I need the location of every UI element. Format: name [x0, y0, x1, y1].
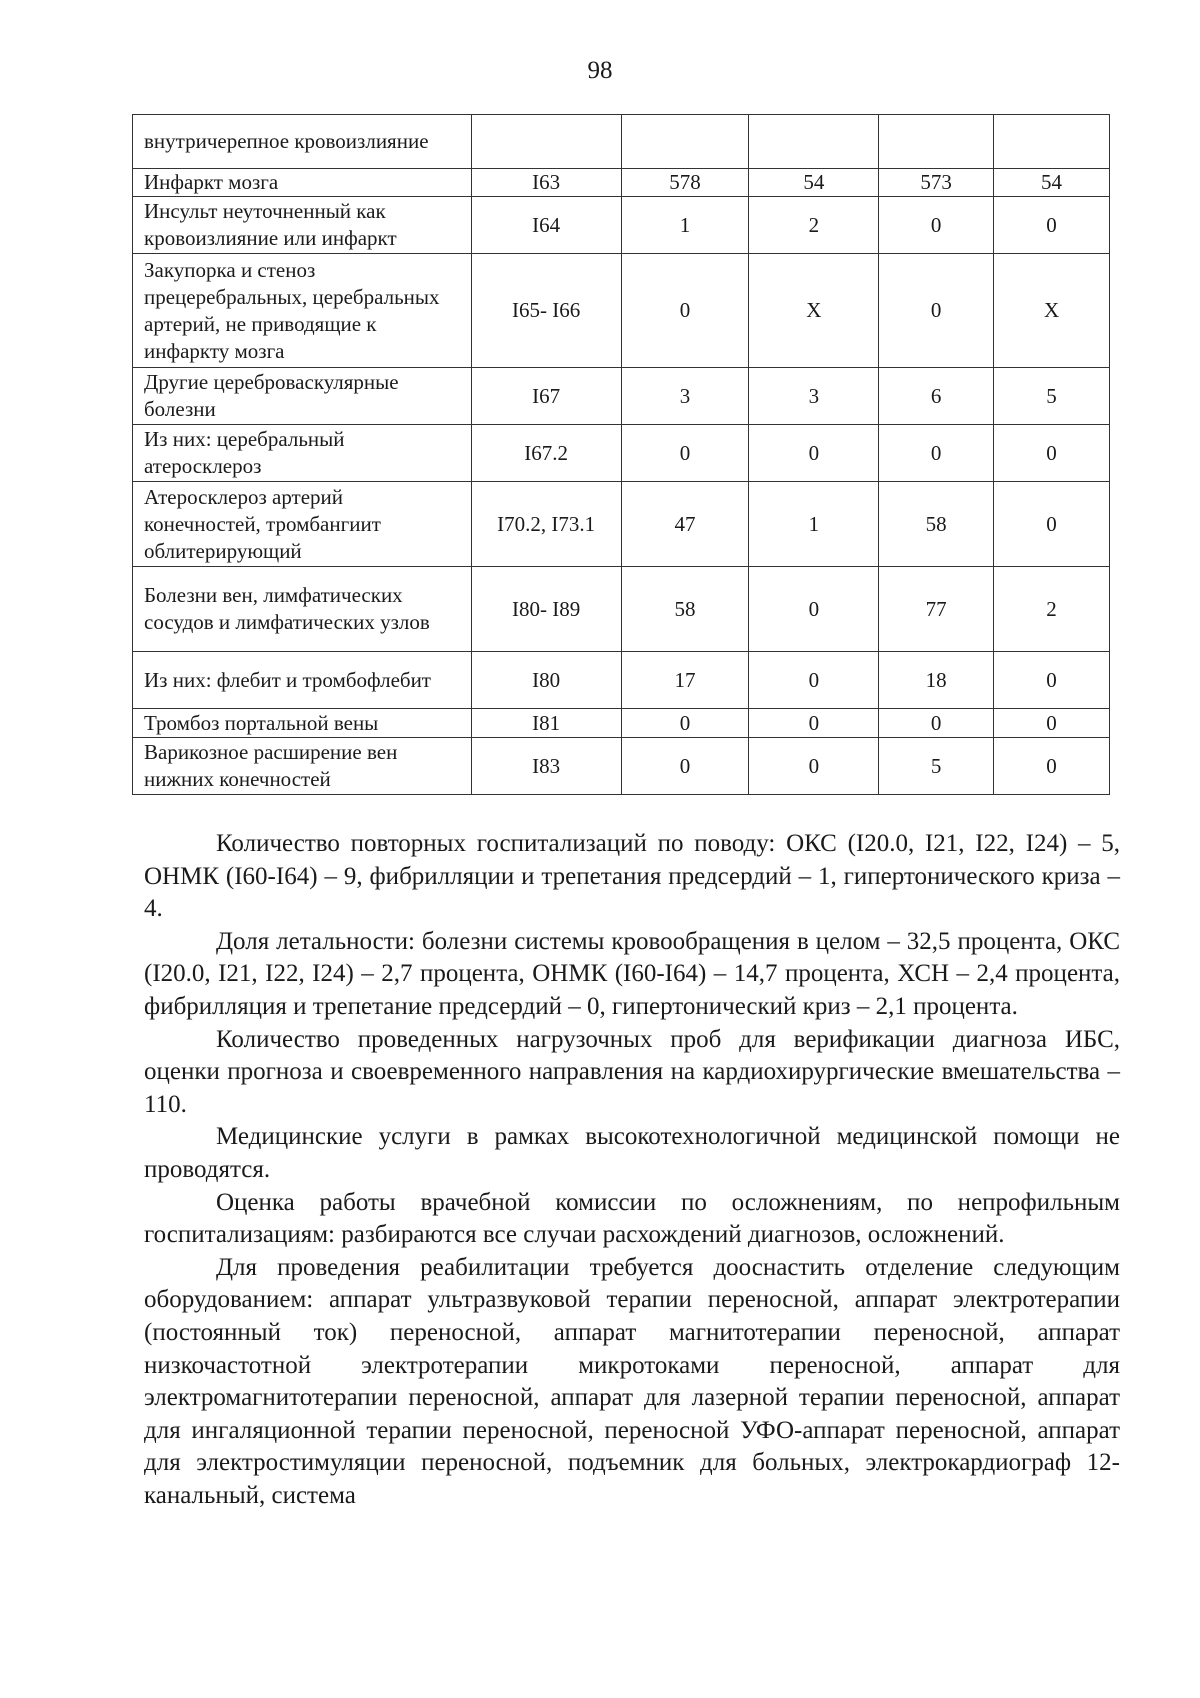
paragraph-medical-commission: Оценка работы врачебной комиссии по осложнениям, по непрофильным госпитализациям: разбираются все случаи расхождений диагнозов, осложнений. [144, 1188, 1120, 1249]
paragraph-rehabilitation-equipment: Для проведения реабилитации требуется дооснастить отделение следующим оборудованием: аппарат ультразвуковой терапии переносной, аппарат электротерапии (постоянный ток) переносной, аппарат магнитотерапии переносной, аппарат низкочастотной электротерапии микротоками переносной, аппарат для электромагнитотерапии переносной, аппарат для лазерной терапии переносной, аппарат для ингаляционной терапии переносной, переносной УФО-аппарат переносной, аппарат для электростимуляции переносной, подъемник для больных, электрокардиограф 12-канальный, система [144, 1253, 1120, 1509]
icd-code-cell: I65- I66 [471, 254, 621, 368]
icd-code-cell: I63 [471, 169, 621, 197]
table-row [133, 169, 1110, 197]
value-cell-1: 3 [621, 368, 749, 425]
diagnosis-name-cell: Другие цереброваскулярные болезни [133, 368, 472, 425]
value-cell-4: X [994, 254, 1110, 368]
table-row [133, 254, 1110, 368]
icd-code-cell: I81 [471, 709, 621, 738]
value-cell-2: 0 [749, 738, 879, 795]
value-cell-1: 0 [621, 709, 749, 738]
diagnosis-name-cell: Тромбоз портальной вены [133, 709, 472, 738]
diagnosis-name-cell: Из них: церебральный атеросклероз [133, 425, 472, 482]
value-cell-2: X [749, 254, 879, 368]
value-cell-3: 58 [879, 482, 994, 567]
value-cell-1: 0 [621, 425, 749, 482]
value-cell-2: 3 [749, 368, 879, 425]
value-cell-1: 0 [621, 254, 749, 368]
value-cell-4: 2 [994, 567, 1110, 652]
value-cell-4: 0 [994, 197, 1110, 254]
page-number: 98 [587, 57, 613, 84]
value-cell-4: 0 [994, 709, 1110, 738]
value-cell-2: 0 [749, 709, 879, 738]
paragraph-stress-tests: Количество проведенных нагрузочных проб для верификации диагноза ИБС, оценки прогноза и своевременного направления на кардиохирургические вмешательства – 110. [144, 1025, 1120, 1118]
value-cell-3: 0 [879, 709, 994, 738]
diagnosis-name-cell: Инсульт неуточненный как кровоизлияние или инфаркт [133, 197, 472, 254]
diagnosis-name-cell: внутричерепное кровоизлияние [133, 115, 472, 169]
value-cell-1: 47 [621, 482, 749, 567]
icd-code-cell: I83 [471, 738, 621, 795]
value-cell-4: 0 [994, 425, 1110, 482]
value-cell-4: 0 [994, 738, 1110, 795]
value-cell-3: 0 [879, 425, 994, 482]
diagnosis-name-cell: Варикозное расширение вен нижних конечностей [133, 738, 472, 795]
table-row [133, 368, 1110, 425]
icd-code-cell: I80 [471, 652, 621, 709]
icd-code-cell [471, 115, 621, 169]
value-cell-3: 5 [879, 738, 994, 795]
value-cell-3: 0 [879, 197, 994, 254]
value-cell-3: 0 [879, 254, 994, 368]
value-cell-2: 54 [749, 169, 879, 197]
value-cell-1 [621, 115, 749, 169]
value-cell-2: 0 [749, 567, 879, 652]
icd-code-cell: I67.2 [471, 425, 621, 482]
table-row [133, 652, 1110, 709]
diagnosis-name-cell: Болезни вен, лимфатических сосудов и лимфатических узлов [133, 567, 472, 652]
icd-code-cell: I70.2, I73.1 [471, 482, 621, 567]
diagnosis-name-cell: Инфаркт мозга [133, 169, 472, 197]
diagnosis-name-cell: Из них: флебит и тромбофлебит [133, 652, 472, 709]
value-cell-4: 54 [994, 169, 1110, 197]
value-cell-1: 578 [621, 169, 749, 197]
table-row [133, 482, 1110, 567]
statistics-table [132, 114, 1110, 795]
value-cell-1: 58 [621, 567, 749, 652]
table-row [133, 709, 1110, 738]
value-cell-2: 0 [749, 425, 879, 482]
value-cell-1: 17 [621, 652, 749, 709]
value-cell-4: 0 [994, 652, 1110, 709]
table-row [133, 197, 1110, 254]
value-cell-4: 0 [994, 482, 1110, 567]
diagnosis-name-cell: Закупорка и стеноз прецеребральных, церебральных артерий, не приводящие к инфаркту мозга [133, 254, 472, 368]
body-text [144, 828, 1120, 1512]
value-cell-2 [749, 115, 879, 169]
paragraph-mortality: Доля летальности: болезни системы кровообращения в целом – 32,5 процента, ОКС (I20.0, I21, I22, I24) – 2,7 процента, ОНМК (I60-I64) – 14,7 процента, ХСН – 2,4 процента, фибрилляция и трепетание предсердий – 0, гипертонический криз – 2,1 процента. [144, 927, 1120, 1020]
table-row [133, 425, 1110, 482]
table-row [133, 738, 1110, 795]
value-cell-1: 1 [621, 197, 749, 254]
diagnosis-name-cell: Атеросклероз артерий конечностей, тромбангиит облитерирующий [133, 482, 472, 567]
paragraph-readmissions: Количество повторных госпитализаций по поводу: ОКС (I20.0, I21, I22, I24) – 5, ОНМК (I60-I64) – 9, фибрилляции и трепетания предсердий – 1, гипертонического криза – 4. [144, 830, 1120, 923]
paragraph-high-tech-care: Медицинские услуги в рамках высокотехнологичной медицинской помощи не проводятся. [144, 1123, 1120, 1183]
value-cell-4 [994, 115, 1110, 169]
icd-code-cell: I67 [471, 368, 621, 425]
value-cell-4: 5 [994, 368, 1110, 425]
table-row [133, 567, 1110, 652]
value-cell-3: 573 [879, 169, 994, 197]
value-cell-3: 18 [879, 652, 994, 709]
icd-code-cell: I80- I89 [471, 567, 621, 652]
value-cell-3 [879, 115, 994, 169]
value-cell-2: 0 [749, 652, 879, 709]
value-cell-3: 6 [879, 368, 994, 425]
table-row [133, 115, 1110, 169]
icd-code-cell: I64 [471, 197, 621, 254]
value-cell-2: 2 [749, 197, 879, 254]
value-cell-3: 77 [879, 567, 994, 652]
value-cell-1: 0 [621, 738, 749, 795]
value-cell-2: 1 [749, 482, 879, 567]
